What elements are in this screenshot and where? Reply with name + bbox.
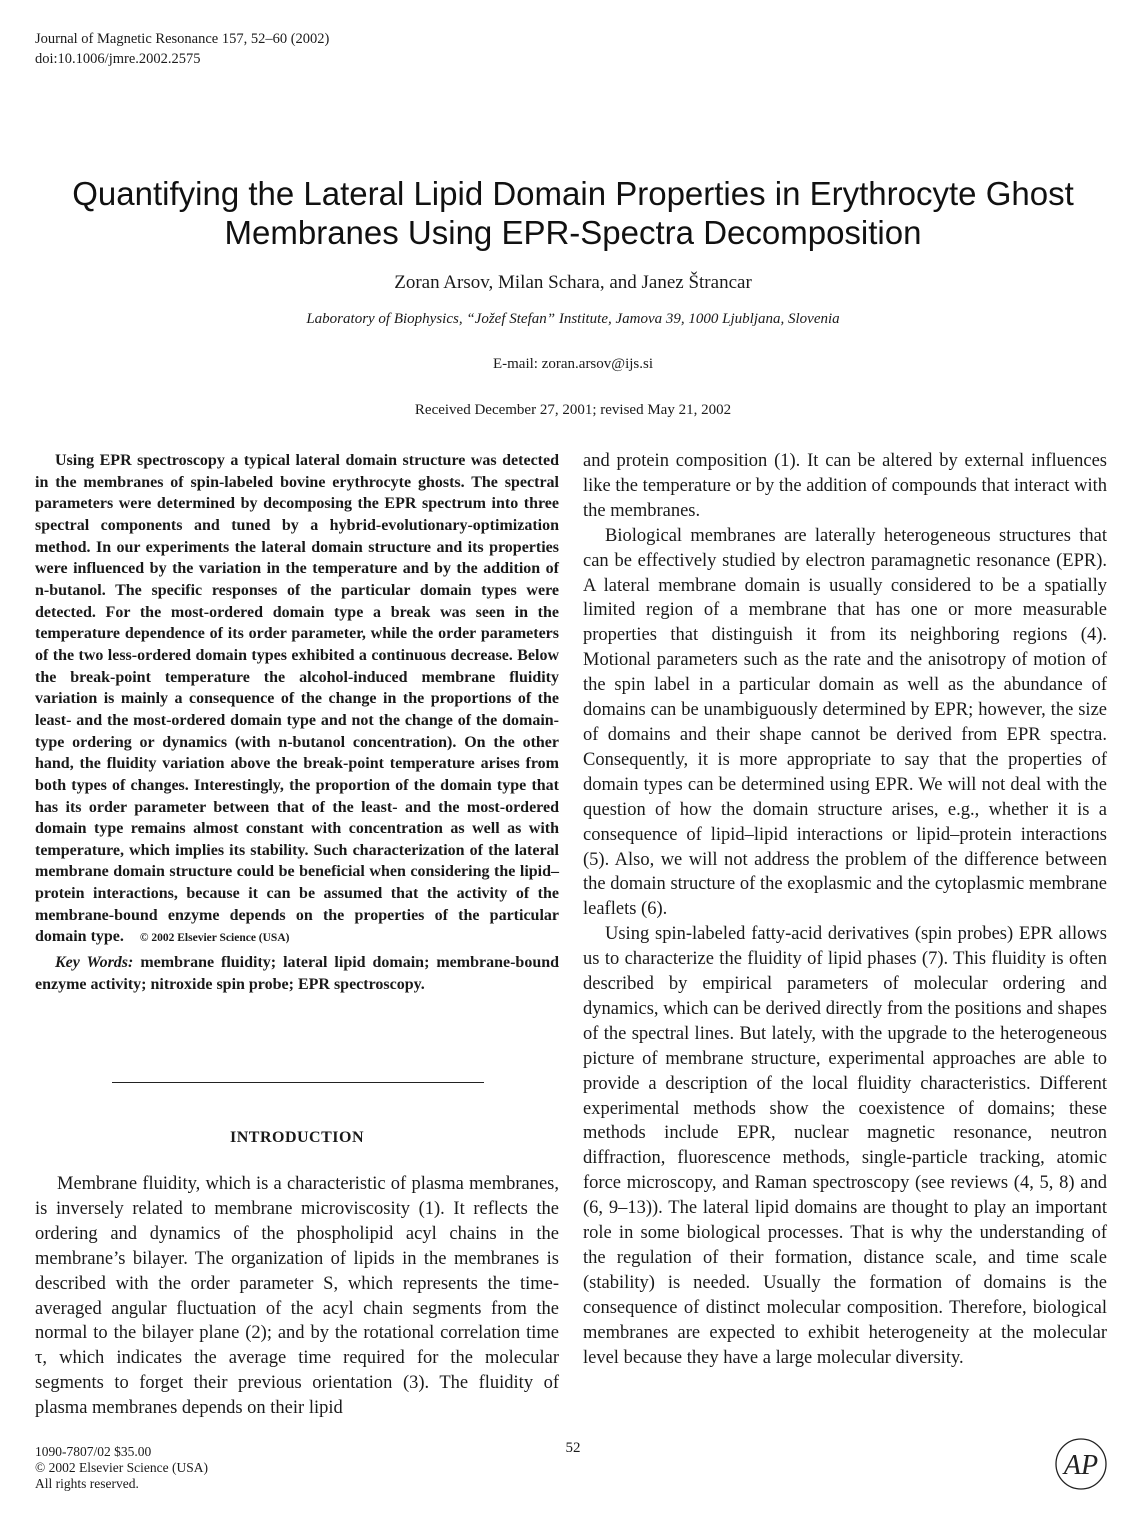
issn: 1090-7807/02 $35.00 [35, 1444, 152, 1459]
footer [35, 1444, 208, 1492]
intro-heading: INTRODUCTION [229, 1129, 364, 1146]
intro-left-column [35, 1172, 559, 1421]
intro-paragraph: Membrane fluidity, which is a characteristic of plasma membranes, is inversely related to membrane microviscosity (1). It reflects the ordering and dynamics of the phospholipid acyl chains in the membrane’s bilayer. The organization of lipids in the membranes is described with the order parameter S, which represents the time-averaged angular fluctuation of the acyl chain segments from the normal to the bilayer plane (2); and by the rotational correlation time τ, which indicates the average time required for the molecular segments to forget their previous orientation (3). The fluidity of plasma membranes depends on their lipid [35, 1174, 559, 1419]
page-number: 52 [565, 1440, 581, 1456]
footer-copyright: © 2002 Elsevier Science (USA) [35, 1460, 208, 1475]
abstract-text: Using EPR spectroscopy a typical lateral domain structure was detected in the membranes of spin-labeled bovine erythrocyte ghosts. The spectral parameters were determined by decomposing the EPR spectrum into three spectral components and tuned by a hybrid-evolutionary-optimization method. In our experiments the lateral domain structure and its properties were influenced by the variation in the temperature and by the addition of n-butanol. The specific responses of the particular domain types were detected. For the most-ordered domain type a break was seen in the temperature dependence of its order parameter, while the order parameters of the two less-ordered domain types exhibited a continuous decrease. Below the break-point temperature the alcohol-induced membrane fluidity variation is mainly a consequence of the change in the proportions of the least- and the most-ordered domain type and not the change of the domain-type ordering or dynamics (with n-butanol concentration). On the other hand, the fluidity variation above the break-point temperature arises from both types of changes. Interestingly, the proportion of the domain type that has its order parameter between that of the least- and the most-ordered domain type remains almost constant with concentration as well as with temperature, which implies its stability. Such characterization of the lateral membrane domain structure could be beneficial when considering the lipid–protein interactions, because it can be assumed that the activity of the membrane-bound enzyme depends on the properties of the particular domain type. [35, 452, 559, 946]
keywords-label: Key Words: [55, 954, 134, 972]
journal-header [35, 29, 329, 69]
publisher-logo-icon [1054, 1437, 1108, 1491]
logo-text: AP [1063, 1450, 1099, 1481]
doi: doi:10.1006/jmre.2002.2575 [35, 51, 201, 67]
received-dates: Received December 27, 2001; revised May 21, 2002 [414, 402, 732, 418]
keywords [35, 952, 559, 995]
paper-title: Quantifying the Lateral Lipid Domain Properties in Erythrocyte Ghost Membranes Using EPR-Spectra Decomposition [72, 175, 1074, 251]
right-column [583, 449, 1107, 1371]
affiliation: Laboratory of Biophysics, “Jožef Stefan” Institute, Jamova 39, 1000 Ljubljana, Slovenia [306, 311, 840, 327]
right-paragraph-3: Using spin-labeled fatty-acid derivatives (spin probes) EPR allows us to characterize the fluidity of lipid phases (7). This fluidity is often described by empirical parameters of molecular ordering and dynamics, which can be derived directly from the positions and shapes of the spectral lines. But lately, with the upgrade to the heterogeneous picture of membrane structure, experimental approaches are able to provide a description of the local fluidity characteristics. Different experimental methods show the coexistence of domains; these methods include EPR, nuclear magnetic resonance, neutron diffraction, fluorescence methods, single-particle tracking, atomic force microscopy, and Raman spectroscopy (see reviews (4, 5, 8) and (6, 9–13)). The lateral lipid domains are thought to play an important role in some biological processes. That is why the understanding of the regulation of their formation, distance scale, and time scale (stability) is needed. Usually the formation of domains is the consequence of distinct molecular composition. Therefore, biological membranes are expected to exhibit heterogeneity at the molecular level because they have a large molecular diversity. [583, 924, 1107, 1368]
rights: All rights reserved. [35, 1476, 139, 1491]
email: E-mail: zoran.arsov@ijs.si [492, 356, 654, 372]
section-divider [112, 1082, 484, 1083]
journal-citation: Journal of Magnetic Resonance 157, 52–60 (2002) [35, 31, 330, 47]
right-paragraph-1: and protein composition (1). It can be altered by external influences like the temperature or by the addition of compounds that interact with the membranes. [583, 451, 1107, 521]
abstract-copyright: © 2002 Elsevier Science (USA) [139, 932, 290, 945]
right-paragraph-2: Biological membranes are laterally heterogeneous structures that can be effectively studied by electron paramagnetic resonance (EPR). A lateral membrane domain is usually considered to be a spatially limited region of a membrane that has one or more measurable properties that distinguish it from its neighboring regions (4). Motional parameters such as the rate and the anisotropy of motion of the spin label in a particular domain as well as the abundance of domains can be unambiguously determined by EPR; however, the size of domains and their shape cannot be derived from EPR spectra. Consequently, it is more appropriate to say that the properties of domain types can be determined using EPR. We will not deal with the question of how the domain structure arises, e.g., whether it is a consequence of lipid–lipid interactions or lipid–protein interactions (5). Also, we will not address the problem of the difference between the domain structure of the exoplasmic and the cytoplasmic membrane leaflets (6). [583, 525, 1107, 920]
abstract [35, 450, 559, 995]
keywords-text: membrane fluidity; lateral lipid domain; membrane-bound enzyme activity; nitroxide spin probe; EPR spectroscopy. [35, 954, 560, 993]
authors: Zoran Arsov, Milan Schara, and Janez Štrancar [394, 272, 752, 293]
